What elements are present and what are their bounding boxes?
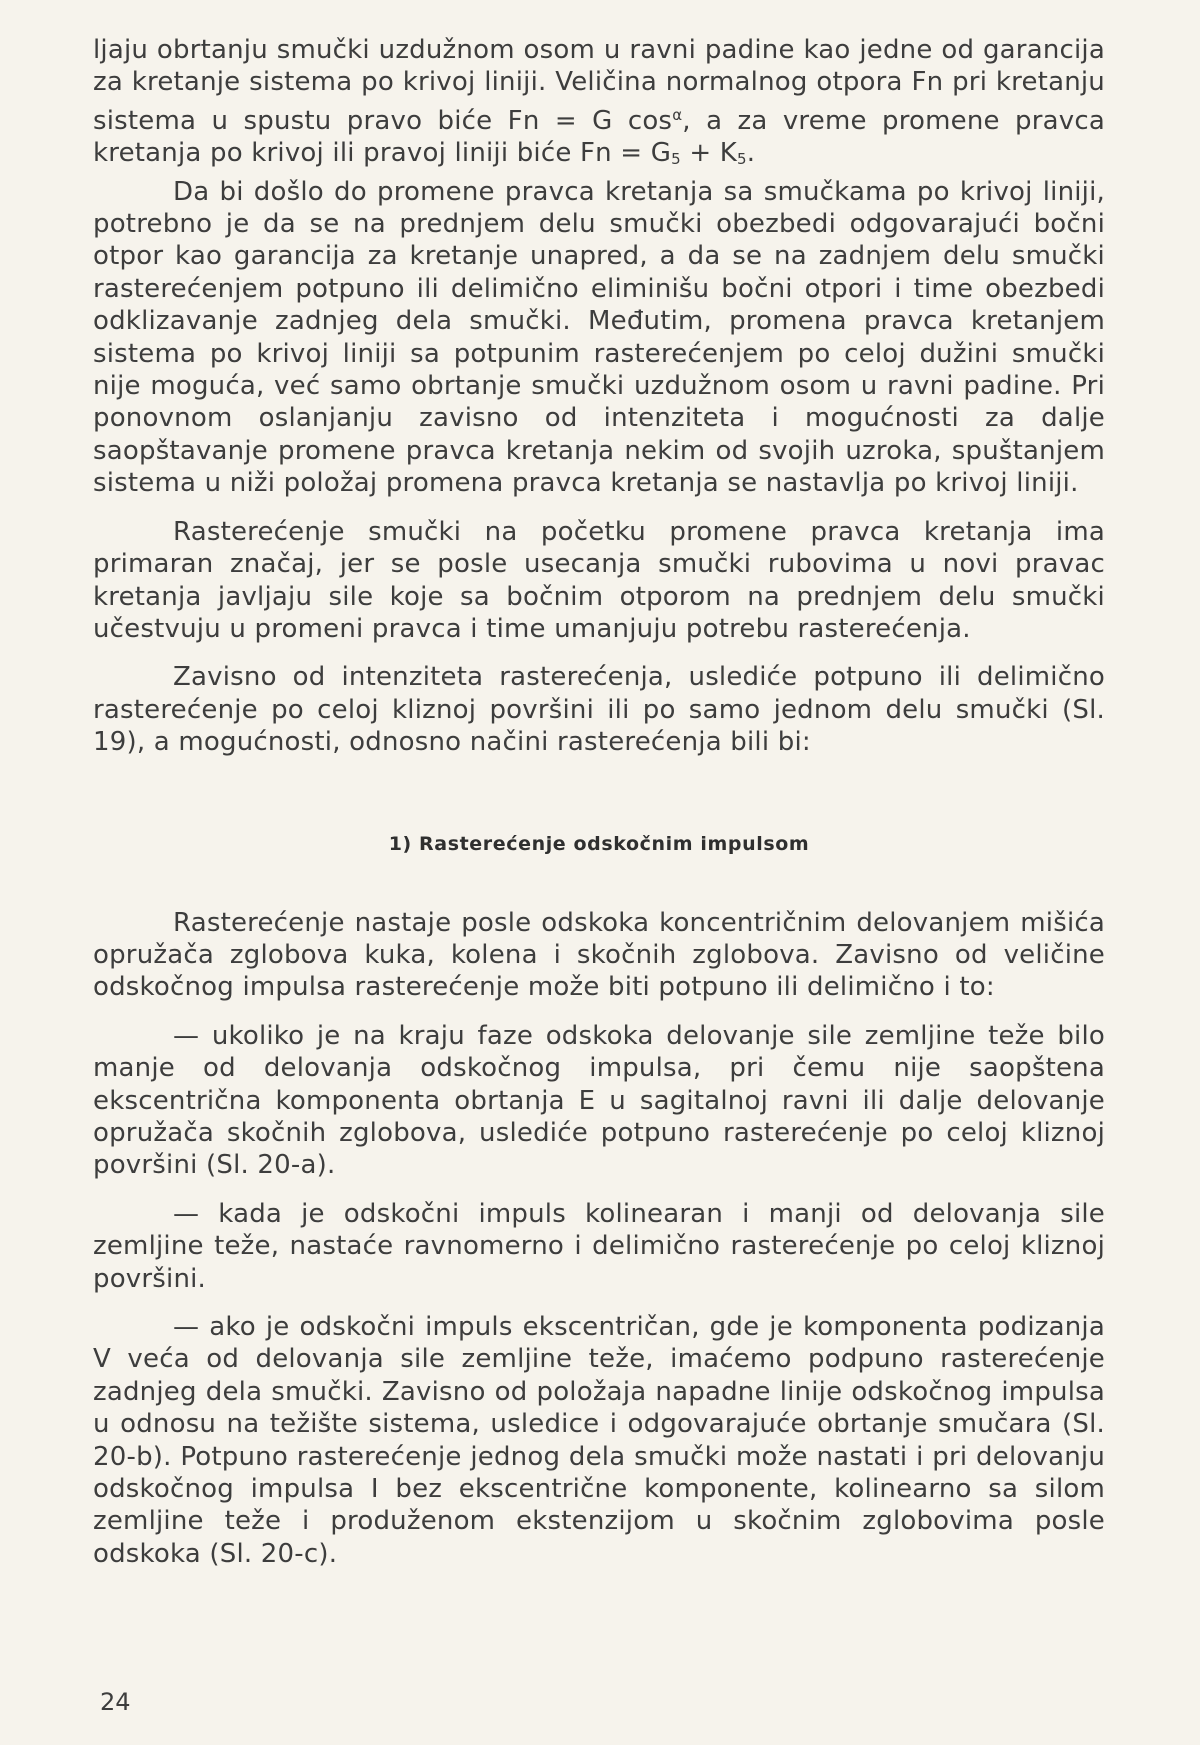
- paragraph-1-part-2: , a za vreme promene pravca kretanja po krivoj ili pravoj liniji biće Fn = G: [93, 105, 1105, 169]
- paragraph-7: — kada je odskočni impuls kolinearan i manji od delovanja sile zemljine teže, nastaće ravnomerno i delimično rasterećenje po celoj kliznoj površini.: [93, 1198, 1105, 1294]
- paragraph-1-part-3: + K: [680, 138, 738, 169]
- paragraph-8: — ako je odskočni impuls ekscentričan, gde je komponenta podizanja V veća od delovanja sile zemljine teže, imaćemo podpuno rasterećenje zadnjeg dela smučki. Zavisno od položaja napadne linije odskočnog impulsa u odnosu na težište sistema, usledice i odgovarajuće obrtanje smučara (Sl. 20-b). Potpuno rasterećenje jednog dela smučki može nastati i pri delovanju odskočnog impulsa I bez ekscentrične komponente, kolinearno sa silom zemljine teže i produženom ekstenzijom u skočnim zglobovima posle odskoka (Sl. 20-c).: [93, 1312, 1105, 1569]
- paragraph-2: Da bi došlo do promene pravca kretanja sa smučkama po krivoj liniji, potrebno je da se na prednjem delu smučki obezbedi odgovarajući bočni otpor kao garancija za kretanje unapred, a da se na zadnjem delu smučki rasterećenjem potpuno ili delimično eliminišu bočni otpori i time obezbedi odklizavanje zadnjeg dela smučki. Međutim, promena pravca kretanjem sistema po krivoj liniji sa potpunim rasterećenjem po celoj dužini smučki nije moguća, već samo obrtanje smučki uzdužnom osom u ravni padine. Pri ponovnom oslanjanju zavisno od intenziteta i mogućnosti za dalje saopštavanje promene pravca kretanja nekim od svojih uzroka, spuštanjem sistema u niži položaj promena pravca kretanja se nastavlja po krivoj liniji.: [93, 176, 1105, 499]
- paragraph-1: [93, 34, 1105, 176]
- paragraph-5: Rasterećenje nastaje posle odskoka koncentričnim delovanjem mišića opružača zglobova kuka, kolena i skočnih zglobova. Zavisno od veličine odskočnog impulsa rasterećenje može biti potpuno ili delimično i to:: [93, 907, 1105, 1003]
- book-page-text: [93, 34, 1105, 1570]
- paragraph-4: Zavisno od intenziteta rasterećenja, uslediće potpuno ili delimično rasterećenje po celoj kliznoj površini ili po samo jednom delu smučki (Sl. 19), a mogućnosti, odnosno načini rasterećenja bili bi:: [93, 662, 1105, 758]
- page-number: 24: [100, 1688, 131, 1716]
- subscript-5-second: 5: [737, 150, 747, 169]
- paragraph-6: — ukoliko je na kraju faze odskoka delovanje sile zemljine teže bilo manje od delovanja odskočnog impulsa, pri čemu nije saopštena ekscentrična komponenta obrtanja E u sagitalnoj ravni ili dalje delovanje opružača skočnih zglobova, uslediće potpuno rasterećenje po celoj kliznoj površini (Sl. 20-a).: [93, 1020, 1105, 1181]
- paragraph-3: Rasterećenje smučki na početku promene pravca kretanja ima primaran značaj, jer se posle usecanja smučki rubovima u novi pravac kretanja javljaju sile koje sa bočnim otporom na prednjem delu smučki učestvuju u promeni pravca i time umanjuju potrebu rasterećenja.: [93, 516, 1105, 644]
- paragraph-1-part-1: ljaju obrtanju smučki uzdužnom osom u ravni padine kao jedne od garancija za kretanje sistema po krivoj liniji. Veličina normalnog otpora Fn pri kretanju sistema u spustu pravo biće Fn = G cos: [93, 35, 1105, 136]
- subscript-5-first: 5: [671, 150, 681, 169]
- alpha-superscript: α: [672, 105, 683, 124]
- section-heading: 1) Rasterećenje odskočnim impulsom: [388, 832, 810, 855]
- paragraph-1-part-4: .: [746, 138, 756, 169]
